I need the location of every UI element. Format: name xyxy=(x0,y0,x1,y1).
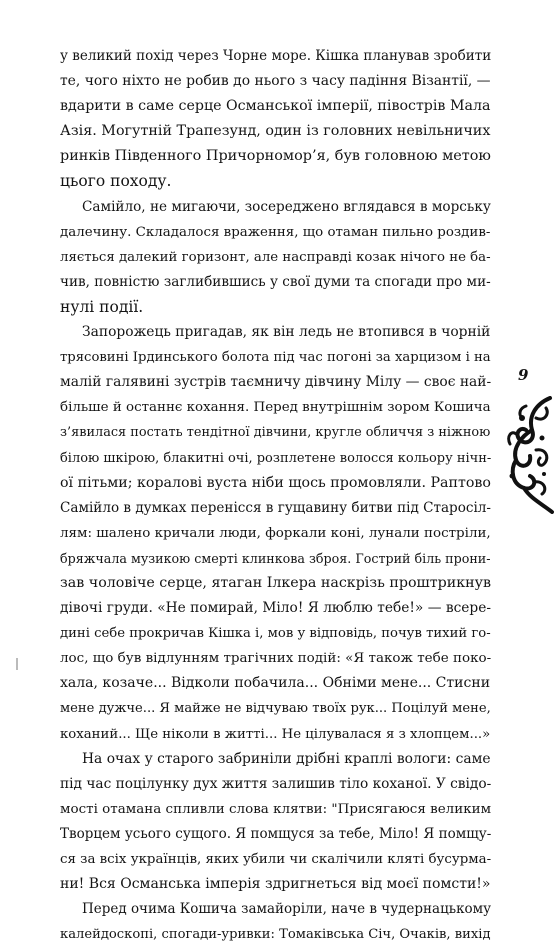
text-line: цього походу. xyxy=(60,172,172,191)
text-line: ни! Вся Османська імперія здригнеться від моєї помсти!» xyxy=(60,876,491,893)
text-line: Перед очима Кошича замайоріли, наче в чудернацькому xyxy=(82,901,492,918)
text-line: малій галявині зустрів таємничу дівчину Мілу — своє най- xyxy=(60,374,492,391)
text-line: лос, що був відлунням трагічних подій: «Я також тебе поко- xyxy=(60,650,492,667)
text-line: нулі події. xyxy=(60,297,144,316)
text-line: бряжчала музикою смерті клинкова зброя. Гострий біль прони- xyxy=(60,550,491,566)
body-text xyxy=(60,44,491,947)
text-line: у великий похід через Чорне море. Кішка планував зробити xyxy=(60,48,492,64)
text-line: зав чоловіче серце, ятаган Ілкера наскрізь проштрикнув xyxy=(60,574,492,591)
text-line: трясовині Ірдинського болота під час погоні за харцизом і на xyxy=(60,350,491,366)
text-line: мості отамана спливли слова клятви: "Присягаюся великим xyxy=(60,800,492,817)
text-line: більше й останнє кохання. Перед внутрішнім зором Кошича xyxy=(60,400,491,416)
text-line: далечину. Складалося враження, що отаман пильно роздив- xyxy=(60,224,491,240)
floral-ornament-icon xyxy=(506,396,554,514)
text-line: дині себе прокричав Кішка і, мов у відповідь, почув тихий го- xyxy=(60,626,491,642)
text-line: ся за всіх українців, яких убили чи скалічили кляті бусурма- xyxy=(60,852,492,867)
text-line: ринків Південного Причорномор’я, був головною метою xyxy=(60,148,491,165)
text-line: На очах у старого забриніли дрібні краплі вологи: саме xyxy=(82,750,491,767)
text-line: калейдоскопі, спогади-уривки: Томаківська Січ, Очаків, вихід xyxy=(60,927,491,943)
scan-mark xyxy=(16,658,18,670)
text-line: під час поцілунку дух життя залишив тіло коханої. У свідо- xyxy=(60,775,492,792)
text-line: Азія. Могутній Трапезунд, один із головних невільничих xyxy=(60,123,491,140)
text-line: з’явилася постать тендітної дівчини, кругле обличчя з ніжною xyxy=(60,425,491,441)
page-number: 9 xyxy=(518,366,529,384)
text-line: коханий... Ще ніколи в житті... Не цілувалася я з хлопцем...» xyxy=(60,726,491,742)
text-line: дівочі груди. «Не помирай, Міло! Я люблю тебе!» — всере- xyxy=(60,600,492,617)
text-line: білою шкірою, блакитні очі, розплетене волосся кольору нічн- xyxy=(60,450,492,466)
text-line: те, чого ніхто не робив до нього з часу падіння Візантії, — xyxy=(60,73,491,90)
text-line: мене дужче... Я майже не відчуваю твоїх рук... Поцілуй мене, xyxy=(60,701,491,717)
text-line: вдарити в саме серце Османської імперії, півострів Мала xyxy=(60,98,491,115)
text-line: Самійло, не мигаючи, зосереджено вглядався в морську xyxy=(82,198,491,215)
text-line: Творцем усього сущого. Я помщуся за тебе, Міло! Я помщу- xyxy=(60,825,492,842)
text-line: чив, повністю заглибившись у свої думи та спогади про ми- xyxy=(60,273,491,290)
text-line: лям: шалено кричали люди, форкали коні, лунали постріли, xyxy=(60,525,491,541)
text-line: ої пітьми; коралові вуста ніби щось промовляли. Раптово xyxy=(60,474,491,491)
text-line: Самійло в думках перенісся в гущавину битви під Старосіл- xyxy=(60,499,491,516)
text-line: Запорожець пригадав, як він ледь не втопився в чорній xyxy=(82,324,491,341)
text-line: хала, козаче... Відколи побачила... Обніми мене... Стисни xyxy=(60,675,491,692)
text-line: ляється далекий горизонт, але насправді козак нічого не ба- xyxy=(60,249,491,265)
